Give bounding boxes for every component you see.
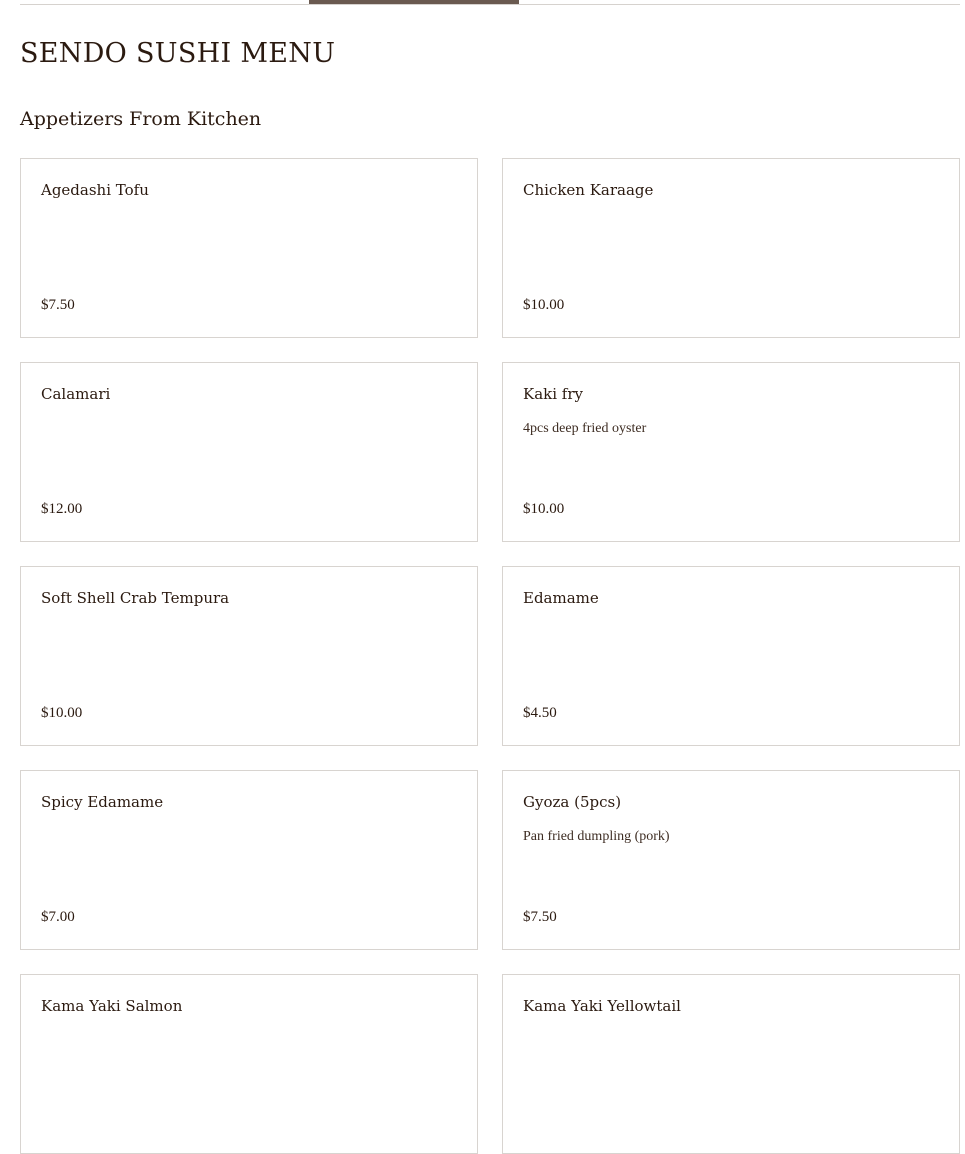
menu-item-card[interactable] bbox=[20, 566, 478, 746]
menu-item-price: $12.00 bbox=[41, 501, 83, 517]
menu-item-description: 4pcs deep fried oyster bbox=[523, 421, 647, 436]
menu-item-name: Chicken Karaage bbox=[523, 181, 654, 199]
active-tab-indicator bbox=[309, 0, 519, 4]
menu-item-card[interactable] bbox=[502, 770, 960, 950]
menu-item-card[interactable] bbox=[502, 362, 960, 542]
menu-item-name: Spicy Edamame bbox=[41, 793, 164, 811]
menu-item-card[interactable] bbox=[502, 974, 960, 1154]
menu-item-card[interactable] bbox=[20, 362, 478, 542]
menu-item-price: $4.50 bbox=[523, 705, 557, 721]
menu-item-name: Kama Yaki Salmon bbox=[41, 997, 183, 1015]
menu-item-price: $10.00 bbox=[41, 705, 83, 721]
menu-item-price: $7.00 bbox=[41, 909, 75, 925]
menu-item-description: Pan fried dumpling (pork) bbox=[523, 829, 670, 844]
menu-items-grid bbox=[20, 158, 960, 1154]
menu-item-name: Kaki fry bbox=[523, 385, 583, 403]
menu-item-name: Kama Yaki Yellowtail bbox=[523, 997, 681, 1015]
menu-item-card[interactable] bbox=[502, 566, 960, 746]
menu-item-name: Gyoza (5pcs) bbox=[523, 793, 622, 811]
menu-item-card[interactable] bbox=[502, 158, 960, 338]
menu-item-name: Calamari bbox=[41, 385, 111, 403]
menu-item-card[interactable] bbox=[20, 770, 478, 950]
menu-item-name: Soft Shell Crab Tempura bbox=[41, 589, 230, 607]
menu-item-price: $7.50 bbox=[41, 297, 75, 313]
menu-item-price: $10.00 bbox=[523, 297, 565, 313]
menu-item-card[interactable] bbox=[20, 974, 478, 1154]
menu-item-price: $7.50 bbox=[523, 909, 557, 925]
menu-item-card[interactable] bbox=[20, 158, 478, 338]
menu-title: SENDO SUSHI MENU bbox=[20, 38, 336, 69]
menu-tab-bar[interactable] bbox=[20, 0, 960, 5]
menu-item-price: $10.00 bbox=[523, 501, 565, 517]
menu-item-name: Agedashi Tofu bbox=[41, 181, 149, 199]
menu-item-name: Edamame bbox=[523, 589, 599, 607]
section-title: Appetizers From Kitchen bbox=[20, 108, 262, 130]
